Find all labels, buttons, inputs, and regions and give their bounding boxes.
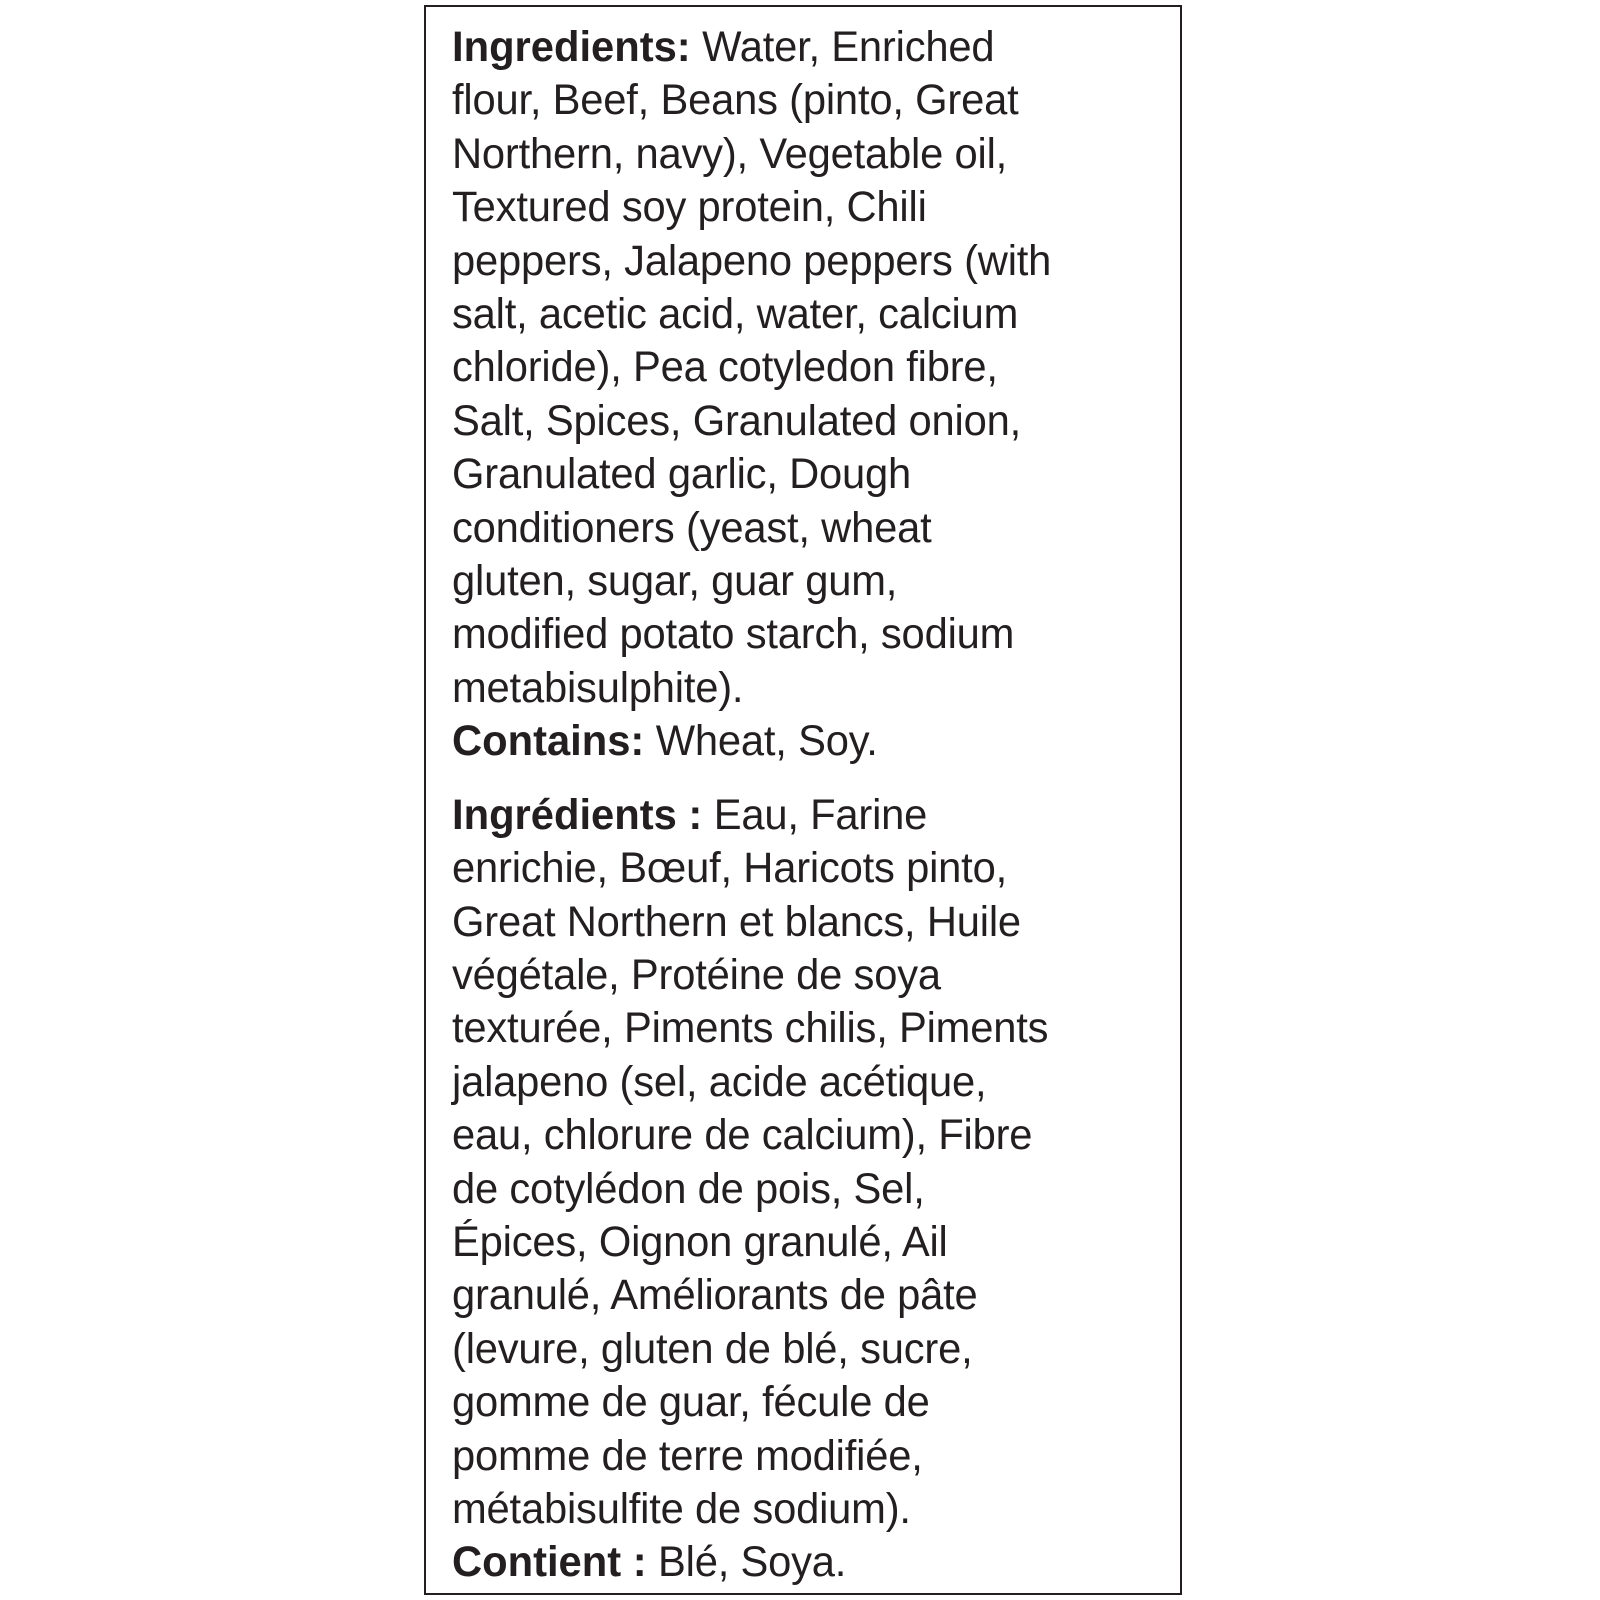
ingredients-text-column [452,21,1063,1590]
english-ingredients-paragraph [452,21,1063,715]
english-ingredients-heading: Ingredients: [452,23,691,71]
english-contains-list: Wheat, Soy. [655,717,878,766]
french-ingredients-paragraph [452,789,1063,1537]
french-contains-list: Blé, Soya. [658,1538,847,1587]
section-spacer [452,769,1063,789]
french-contains-paragraph [452,1536,1063,1589]
english-contains-paragraph [452,715,1063,768]
french-ingredients-list: Eau, Farine enrichie, Bœuf, Haricots pinto, Great Northern et blancs, Huile végétale, Protéine de soya texturée, Piments chilis, Piments jalapeno (sel, acide acétique, eau, chlorure de calcium), Fibre de cotylédon de pois, Sel, Épices, Oignon granulé, Ail granulé, Améliorants de pâte (levure, gluten de blé, sucre, gomme de guar, fécule de pomme de terre modifiée, métabisulfite de sodium). [452,790,1049,1533]
english-contains-heading: Contains: [452,717,645,766]
english-ingredients-list: Water, Enriched flour, Beef, Beans (pinto, Great Northern, navy), Vegetable oil, Textured soy protein, Chili peppers, Jalapeno peppers (with salt, acetic acid, water, calcium chloride), Pea cotyledon fibre, Salt, Spices, Granulated onion, Granulated garlic, Dough conditioners (yeast, wheat gluten, sugar, guar gum, modified potato starch, sodium metabisulphite). [452,23,1052,712]
french-contains-heading: Contient : [452,1538,647,1587]
french-ingredients-heading: Ingrédients : [452,790,703,839]
ingredients-label-panel [424,5,1182,1595]
